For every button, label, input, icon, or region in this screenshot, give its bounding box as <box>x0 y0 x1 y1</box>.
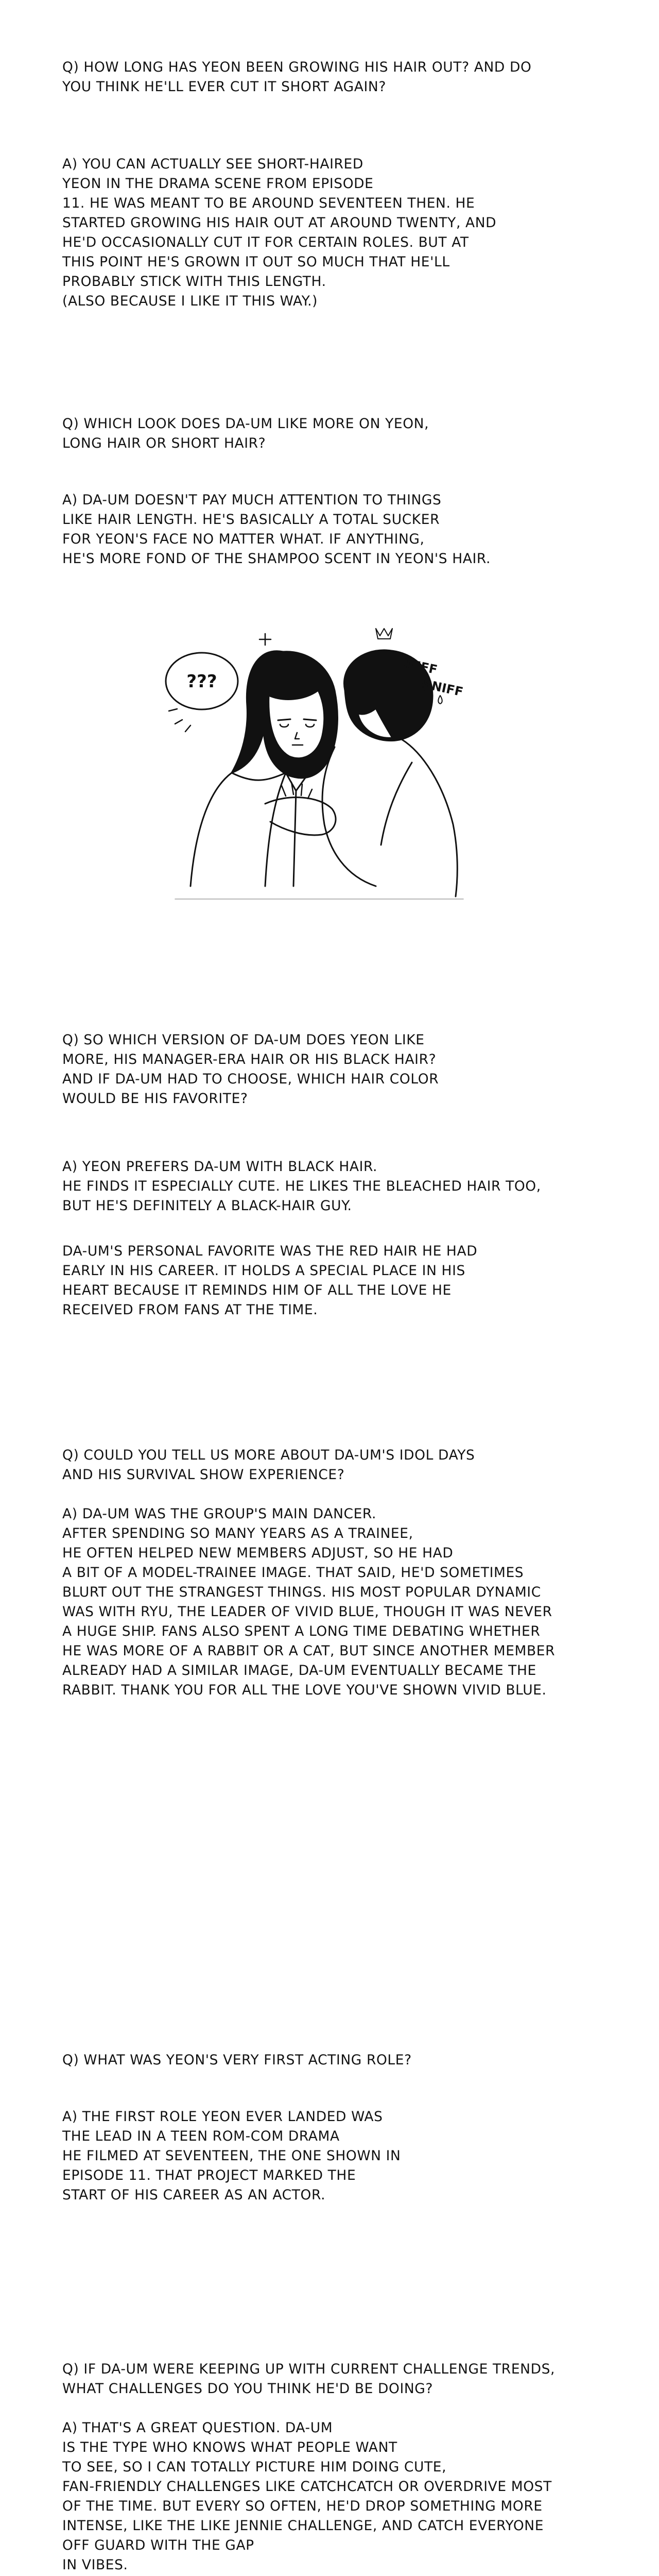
question-6: Q) IF DA-UM WERE KEEPING UP WITH CURRENT CHALLENGE TRENDS, WHAT CHALLENGES DO YOU THINK HE'D BE DOING? <box>62 2361 556 2397</box>
answer-6: A) THAT'S A GREAT QUESTION. DA-UM IS THE TYPE WHO KNOWS WHAT PEOPLE WANT TO SEE, SO I CAN TOTALLY PICTURE HIM DOING CUTE, FAN-FRIENDLY CHALLENGES LIKE CATCHCATCH OR OVERDRIVE MOST OF THE TIME. BUT EVERY SO OFTEN, HE'D DROP SOMETHING MORE INTENSE, LIKE THE LIKE JENNIE CHALLENGE, AND CATCH EVERYONE OFF GUARD WITH THE GAP IN VIBES. <box>62 2420 552 2573</box>
sfx-sniff-1: SNIFF <box>395 654 439 677</box>
answer-3-continued: DA-UM'S PERSONAL FAVORITE WAS THE RED HAIR HE HAD EARLY IN HIS CAREER. IT HOLDS A SPECIAL PLACE IN HIS HEART BECAUSE IT REMINDS HIM OF ALL THE LOVE HE RECEIVED FROM FANS AT THE TIME. <box>62 1243 478 1318</box>
question-4: Q) COULD YOU TELL US MORE ABOUT DA-UM'S IDOL DAYS AND HIS SURVIVAL SHOW EXPERIENCE? <box>62 1447 475 1483</box>
question-5: Q) WHAT WAS YEON'S VERY FIRST ACTING ROLE? <box>62 2052 412 2068</box>
question-1: Q) HOW LONG HAS YEON BEEN GROWING HIS HAIR OUT? AND DO YOU THINK HE'LL EVER CUT IT SHORT AGAIN? <box>62 59 532 95</box>
answer-3: A) YEON PREFERS DA-UM WITH BLACK HAIR. HE FINDS IT ESPECIALLY CUTE. HE LIKES THE BLEACHED HAIR TOO, BUT HE'S DEFINITELY A BLACK-HAIR GUY. <box>62 1159 541 1214</box>
answer-2: A) DA-UM DOESN'T PAY MUCH ATTENTION TO THINGS LIKE HAIR LENGTH. HE'S BASICALLY A TOTAL SUCKER FOR YEON'S FACE NO MATTER WHAT. IF ANYTHING, HE'S MORE FOND OF THE SHAMPOO SCENT IN YEON'S HAIR. <box>62 492 491 567</box>
answer-1: A) YOU CAN ACTUALLY SEE SHORT-HAIRED YEON IN THE DRAMA SCENE FROM EPISODE 11. HE WAS MEANT TO BE AROUND SEVENTEEN THEN. HE STARTED GROWING HIS HAIR OUT AT AROUND TWENTY, AND HE'D OCCASIONALLY CUT IT FOR CERTAIN ROLES. BUT AT THIS POINT HE'S GROWN IT OUT SO MUCH THAT HE'LL PROBABLY STICK WITH THIS LENGTH. (ALSO BECAUSE I LIKE IT THIS WAY.) <box>62 156 497 309</box>
speech-bubble-text: ??? <box>186 671 217 692</box>
yeon-da-um-illustration <box>154 618 484 907</box>
sfx-sniff-2: SNIFF <box>421 676 464 700</box>
answer-4: A) DA-UM WAS THE GROUP'S MAIN DANCER. AFTER SPENDING SO MANY YEARS AS A TRAINEE, HE OFTEN HELPED NEW MEMBERS ADJUST, SO HE HAD A BIT OF A MODEL-TRAINEE IMAGE. THAT SAID, HE'D SOMETIMES BLURT OUT THE STRANGEST THINGS. HIS MOST POPULAR DYNAMIC WAS WITH RYU, THE LEADER OF VIVID BLUE, THOUGH IT WAS NEVER A HUGE SHIP. FANS ALSO SPENT A LONG TIME DEBATING WHETHER HE WAS MORE OF A RABBIT OR A CAT, BUT SINCE ANOTHER MEMBER ALREADY HAD A SIMILAR IMAGE, DA-UM EVENTUALLY BECAME THE RABBIT. THANK YOU FOR ALL THE LOVE YOU'VE SHOWN VIVID BLUE. <box>62 1506 556 1698</box>
answer-5: A) THE FIRST ROLE YEON EVER LANDED WAS THE LEAD IN A TEEN ROM-COM DRAMA HE FILMED AT SEVENTEEN, THE ONE SHOWN IN EPISODE 11. THAT PROJECT MARKED THE START OF HIS CAREER AS AN ACTOR. <box>62 2109 401 2203</box>
question-2: Q) WHICH LOOK DOES DA-UM LIKE MORE ON YEON, LONG HAIR OR SHORT HAIR? <box>62 416 429 451</box>
question-3: Q) SO WHICH VERSION OF DA-UM DOES YEON LIKE MORE, HIS MANAGER-ERA HAIR OR HIS BLACK HAIR? AND IF DA-UM HAD TO CHOOSE, WHICH HAIR COLOR WOULD BE HIS FAVORITE? <box>62 1032 439 1107</box>
